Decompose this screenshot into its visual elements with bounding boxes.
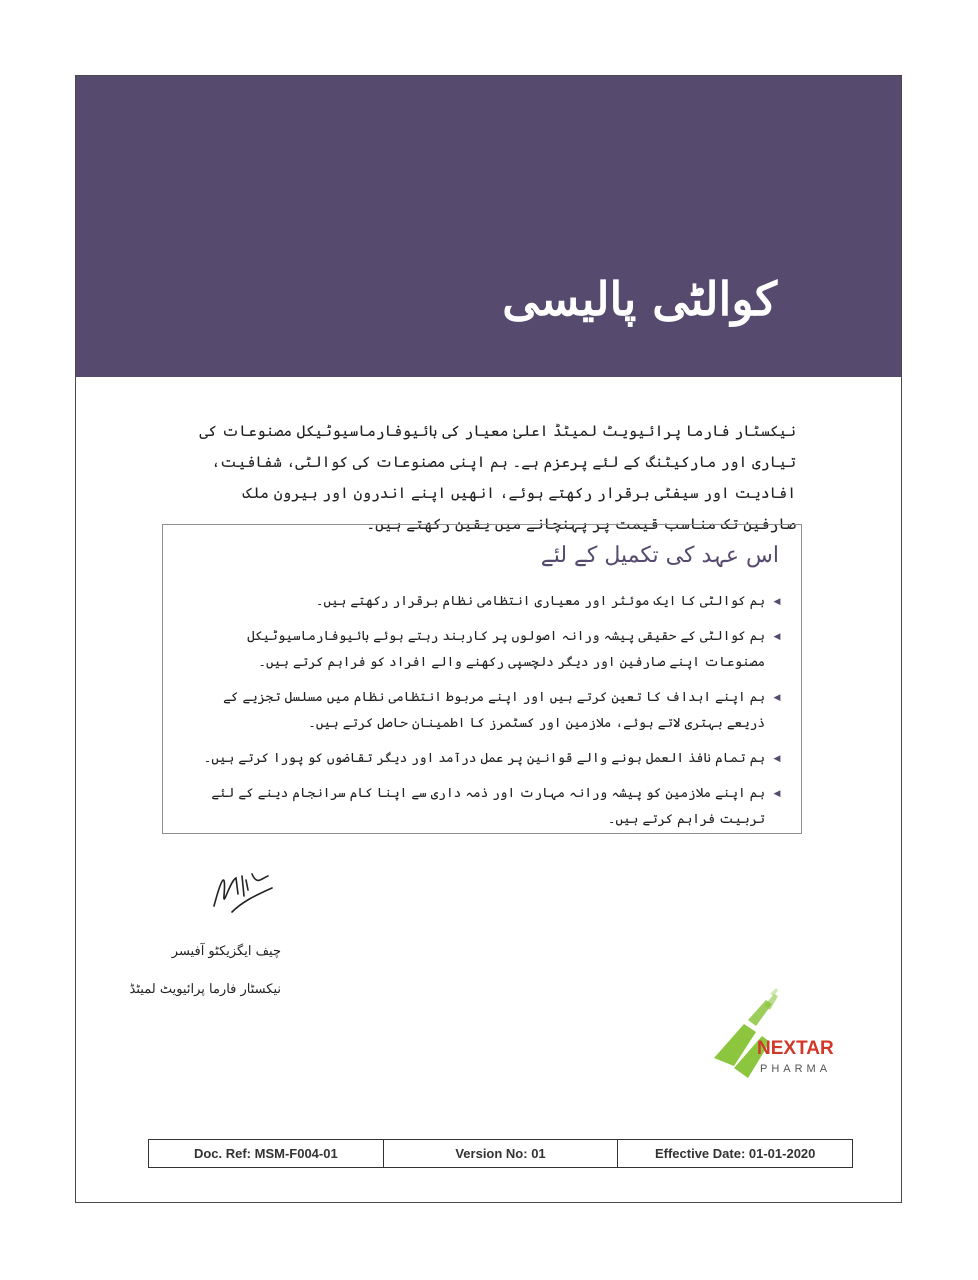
signatory-title: چیف ایگزیکٹو آفیسر — [171, 944, 281, 959]
list-item-text: ہم تمام نافذ العمل ہونے والے قوانین پر عمل درآمد اور دیگر تقاضوں کو پورا کرتے ہیں۔ — [203, 751, 765, 766]
doc-ref-cell: Doc. Ref: MSM-F004-01 — [149, 1140, 384, 1167]
list-item — [183, 624, 789, 676]
list-item-text: ہم اپنے اہداف کا تعین کرتے ہیں اور اپنے مربوط انتظامی نظام میں مسلسل تجزیے کے ذریعے بہتری لاتے ہوئے، ملازمین اور کسٹمرز کا اطمینان حاصل کرتے ہیں۔ — [223, 690, 765, 731]
commitments-box — [162, 524, 802, 834]
list-item — [183, 781, 789, 833]
list-item-text: ہم کوالٹی کا ایک موئثر اور معیاری انتظامی نظام برقرار رکھتے ہیں۔ — [315, 594, 765, 609]
effective-date-cell: Effective Date: 01-01-2020 — [654, 1146, 816, 1161]
list-item — [183, 685, 789, 737]
list-item — [183, 589, 789, 615]
logo-subtitle: PHARMA — [760, 1063, 832, 1075]
commitments-heading: اس عہد کی تکمیل کے لئے — [540, 543, 779, 568]
triangle-bullet-icon: ◀ — [773, 597, 781, 607]
intro-paragraph: نیکسٹار فارما پرائیویٹ لمیٹڈ اعلیٰ معیار کی بائیوفارماسیوٹیکل مصنوعات کی تیاری اور مارکیٹنگ کے لئے پرعزم ہے۔ ہم اپنی مصنوعات کی کوالٹی، شفافیت، افادیت اور سیفٹی برقرار رکھتے ہوئے، انھیں اپنے اندرون اور بیرونِ ملک صارفین تک مناسب قیمت پر پہنچانے میں یقین رکھتے ہیں۔ — [199, 422, 796, 533]
triangle-bullet-icon: ◀ — [773, 754, 781, 764]
page-title: کوالٹی پالیسی — [502, 272, 777, 326]
signature-mark — [202, 866, 282, 916]
triangle-bullet-icon: ◀ — [773, 632, 781, 642]
list-item-text: ہم اپنے ملازمین کو پیشہ ورانہ مہارت اور ذمہ داری سے اپنا کام سرانجام دینے کے لئے تربیت فراہم کرتے ہیں۔ — [211, 786, 765, 827]
page-frame — [75, 75, 902, 1203]
list-item-text: ہم کوالٹی کے حقیقی پیشہ ورانہ اصولوں پر کاربند رہتے ہوئے بائیوفارماسیوٹیکل مصنوعات اپنے صارفین اور دیگر دلچسپی رکھنے والے افراد کو فراہم کرتے ہیں۔ — [247, 629, 765, 670]
logo-name: NEXTAR — [757, 1038, 834, 1059]
list-item — [183, 746, 789, 772]
commitments-list — [183, 589, 789, 842]
title-banner — [76, 76, 901, 377]
triangle-bullet-icon: ◀ — [773, 693, 781, 703]
version-cell: Version No: 01 — [384, 1140, 619, 1167]
signatory-company: نیکسٹار فارما پرائیویٹ لمیٹڈ — [129, 982, 281, 997]
document-info-table — [148, 1139, 853, 1168]
triangle-bullet-icon: ◀ — [773, 789, 781, 799]
